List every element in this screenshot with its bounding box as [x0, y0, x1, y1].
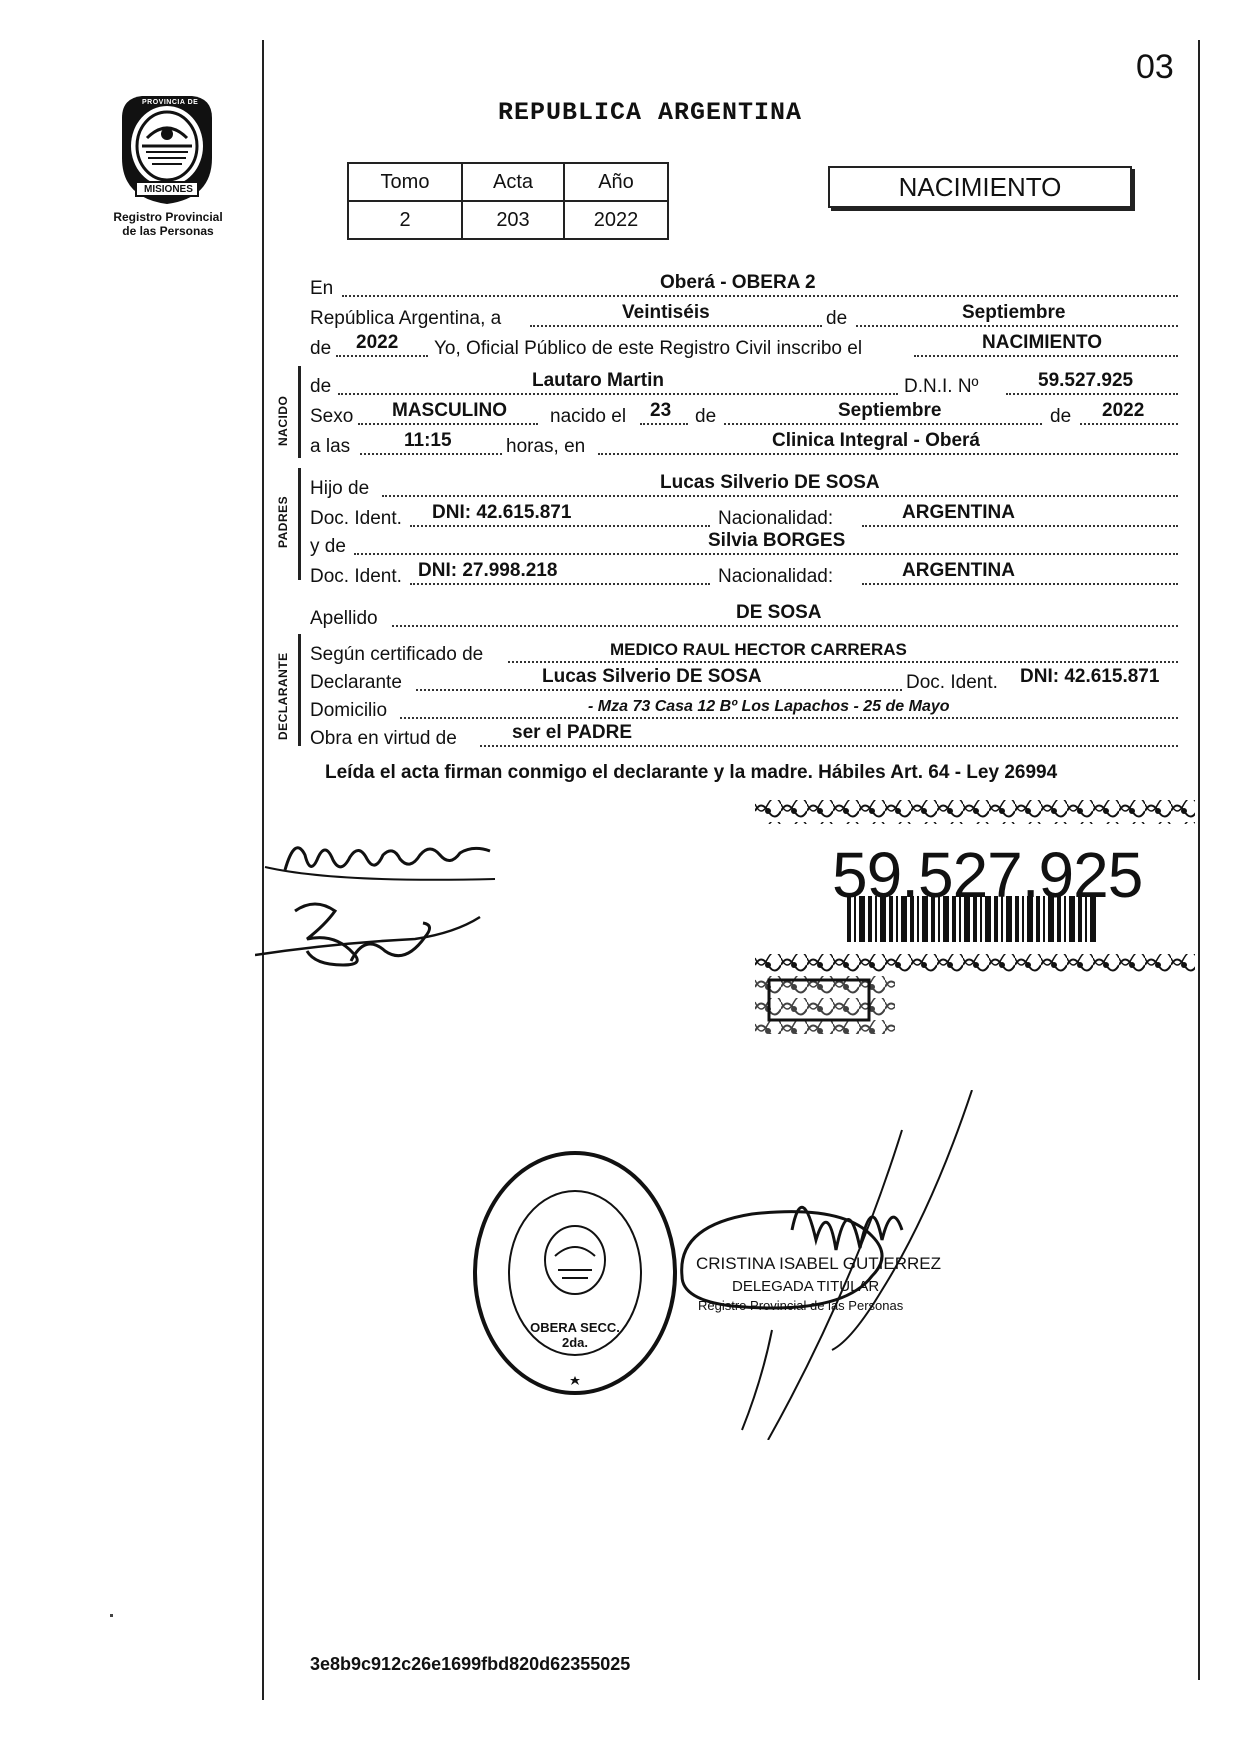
emblem-caption-line2: de las Personas [122, 224, 214, 238]
closing-statement: Leída el acta firman conmigo el declarante y la madre. Hábiles Art. 64 - Ley 26994 [325, 762, 1058, 783]
value-dni: 59.527.925 [1038, 370, 1134, 391]
value-padre: Lucas Silverio DE SOSA [660, 472, 880, 493]
emblem-caption-line1: Registro Provincial [113, 210, 223, 224]
label-y-de: y de [310, 536, 346, 557]
label-obra: Obra en virtud de [310, 728, 457, 749]
value-lugar-nac: Clinica Integral - Oberá [772, 430, 980, 451]
label-sexo: Sexo [310, 406, 354, 427]
label-de: de [826, 308, 848, 329]
label-de-nombre: de [310, 376, 332, 397]
row-sexo [310, 398, 1180, 428]
right-margin-rule [1198, 40, 1200, 1680]
label-a-las: a las [310, 436, 351, 457]
row-lugar [310, 270, 1180, 300]
label-apellido: Apellido [310, 608, 378, 629]
label-nacionalidad-padre: Nacionalidad: [718, 508, 834, 529]
country-title: REPUBLICA ARGENTINA [497, 98, 803, 127]
value-mes-nac: Septiembre [838, 400, 942, 421]
row-madre-doc [310, 558, 1180, 588]
value-domicilio: - Mza 73 Casa 12 Bº Los Lapachos - 25 de Mayo [588, 698, 950, 715]
label-doc-ident-padre: Doc. Ident. [310, 508, 402, 529]
header-anio: Año [564, 163, 668, 201]
label-horas-en: horas, en [506, 436, 586, 457]
section-label-declarante: DECLARANTE [276, 652, 290, 740]
declarante-section-bar [298, 634, 301, 746]
value-inscripcion: NACIMIENTO [982, 332, 1102, 353]
label-certificado: Según certificado de [310, 644, 484, 665]
header-acta: Acta [462, 163, 564, 201]
label-hijo-de: Hijo de [310, 478, 370, 499]
value-lugar: Oberá - OBERA 2 [660, 272, 816, 293]
value-madre: Silvia BORGES [708, 530, 846, 551]
value-apellido: DE SOSA [736, 602, 822, 623]
scan-speck [110, 1614, 113, 1617]
value-hora: 11:15 [404, 430, 452, 451]
value-dia-nac: 23 [650, 400, 672, 421]
value-dia-letras: Veintiséis [622, 302, 710, 323]
stamp-name: CRISTINA ISABEL GUTIERREZ [696, 1254, 941, 1273]
seal-emblem-icon [470, 1148, 680, 1398]
label-declarante: Declarante [310, 672, 402, 693]
label-nacido-el: nacido el [550, 406, 627, 427]
value-sexo: MASCULINO [392, 400, 508, 421]
value-padre-doc: DNI: 42.615.871 [432, 502, 572, 523]
row-fecha-acta [310, 300, 1180, 330]
row-madre [310, 528, 1180, 558]
emblem-lettering-top: PROVINCIA DE [142, 99, 199, 106]
label-de-anio-nac: de [1050, 406, 1072, 427]
value-tomo: 2 [348, 201, 462, 239]
stamp-office: Registro Provincial de las Personas [698, 1298, 904, 1313]
value-anio-nac: 2022 [1102, 400, 1145, 421]
row-obra [310, 720, 1180, 750]
header-tomo: Tomo [348, 163, 462, 201]
label-doc-ident-madre: Doc. Ident. [310, 566, 402, 587]
value-madre-nacionalidad: ARGENTINA [902, 560, 1015, 581]
value-certificado: MEDICO RAUL HECTOR CARRERAS [610, 640, 907, 659]
value-madre-doc: DNI: 27.998.218 [418, 560, 558, 581]
value-declarante: Lucas Silverio DE SOSA [542, 666, 762, 687]
value-obra: ser el PADRE [512, 722, 633, 743]
official-seal [470, 1148, 680, 1398]
label-en: En [310, 278, 334, 299]
value-acta: 203 [462, 201, 564, 239]
row-domicilio [310, 692, 1180, 722]
emblem-lettering-bottom: MISIONES [144, 184, 193, 195]
value-declarante-doc: DNI: 42.615.871 [1020, 666, 1160, 687]
row-nombre [310, 368, 1180, 398]
label-yo: Yo, Oficial Público de este Registro Civil inscribo el [434, 338, 863, 359]
province-emblem [112, 88, 222, 206]
label-de-mes-nac: de [695, 406, 717, 427]
value-padre-nacionalidad: ARGENTINA [902, 502, 1015, 523]
label-republica: República Argentina, a [310, 308, 502, 329]
seal-inner-text: OBERA SECC. 2da. [530, 1320, 620, 1350]
nacido-section-bar [298, 366, 301, 458]
label-nacionalidad-madre: Nacionalidad: [718, 566, 834, 587]
emblem-caption [98, 210, 238, 238]
document-hash: 3e8b9c912c26e1699fbd820d62355025 [310, 1654, 631, 1674]
label-domicilio: Domicilio [310, 700, 388, 721]
value-anio-acta: 2022 [356, 332, 399, 353]
row-inscripcion [310, 330, 1180, 360]
record-table-header-row [348, 163, 668, 201]
row-padre-doc [310, 500, 1180, 530]
dni-sticker [755, 800, 1195, 1035]
row-certificado [310, 636, 1180, 666]
row-padre [310, 470, 1180, 500]
record-table-value-row [348, 201, 668, 239]
row-hora [310, 428, 1180, 458]
row-apellido [310, 600, 1180, 630]
record-table [347, 162, 669, 240]
padres-section-bar [298, 468, 301, 580]
section-label-nacido: NACIDO [276, 395, 290, 446]
value-nombre: Lautaro Martin [532, 370, 664, 391]
label-declarante-doc: Doc. Ident. [906, 672, 998, 693]
section-label-padres: PADRES [276, 495, 290, 548]
record-type-box: NACIMIENTO [828, 166, 1132, 208]
stamp-title: DELEGADA TITULAR [732, 1278, 880, 1295]
official-signature [732, 1090, 992, 1440]
value-mes-acta: Septiembre [962, 302, 1066, 323]
row-declarante [310, 664, 1180, 694]
label-de-anio: de [310, 338, 332, 359]
declarante-signatures [255, 815, 555, 1015]
label-dni: D.N.I. Nº [904, 376, 979, 397]
value-anio: 2022 [564, 201, 668, 239]
page-number: 03 [1136, 48, 1174, 86]
dni-sticker-number: 59.527.925 [832, 839, 1143, 911]
